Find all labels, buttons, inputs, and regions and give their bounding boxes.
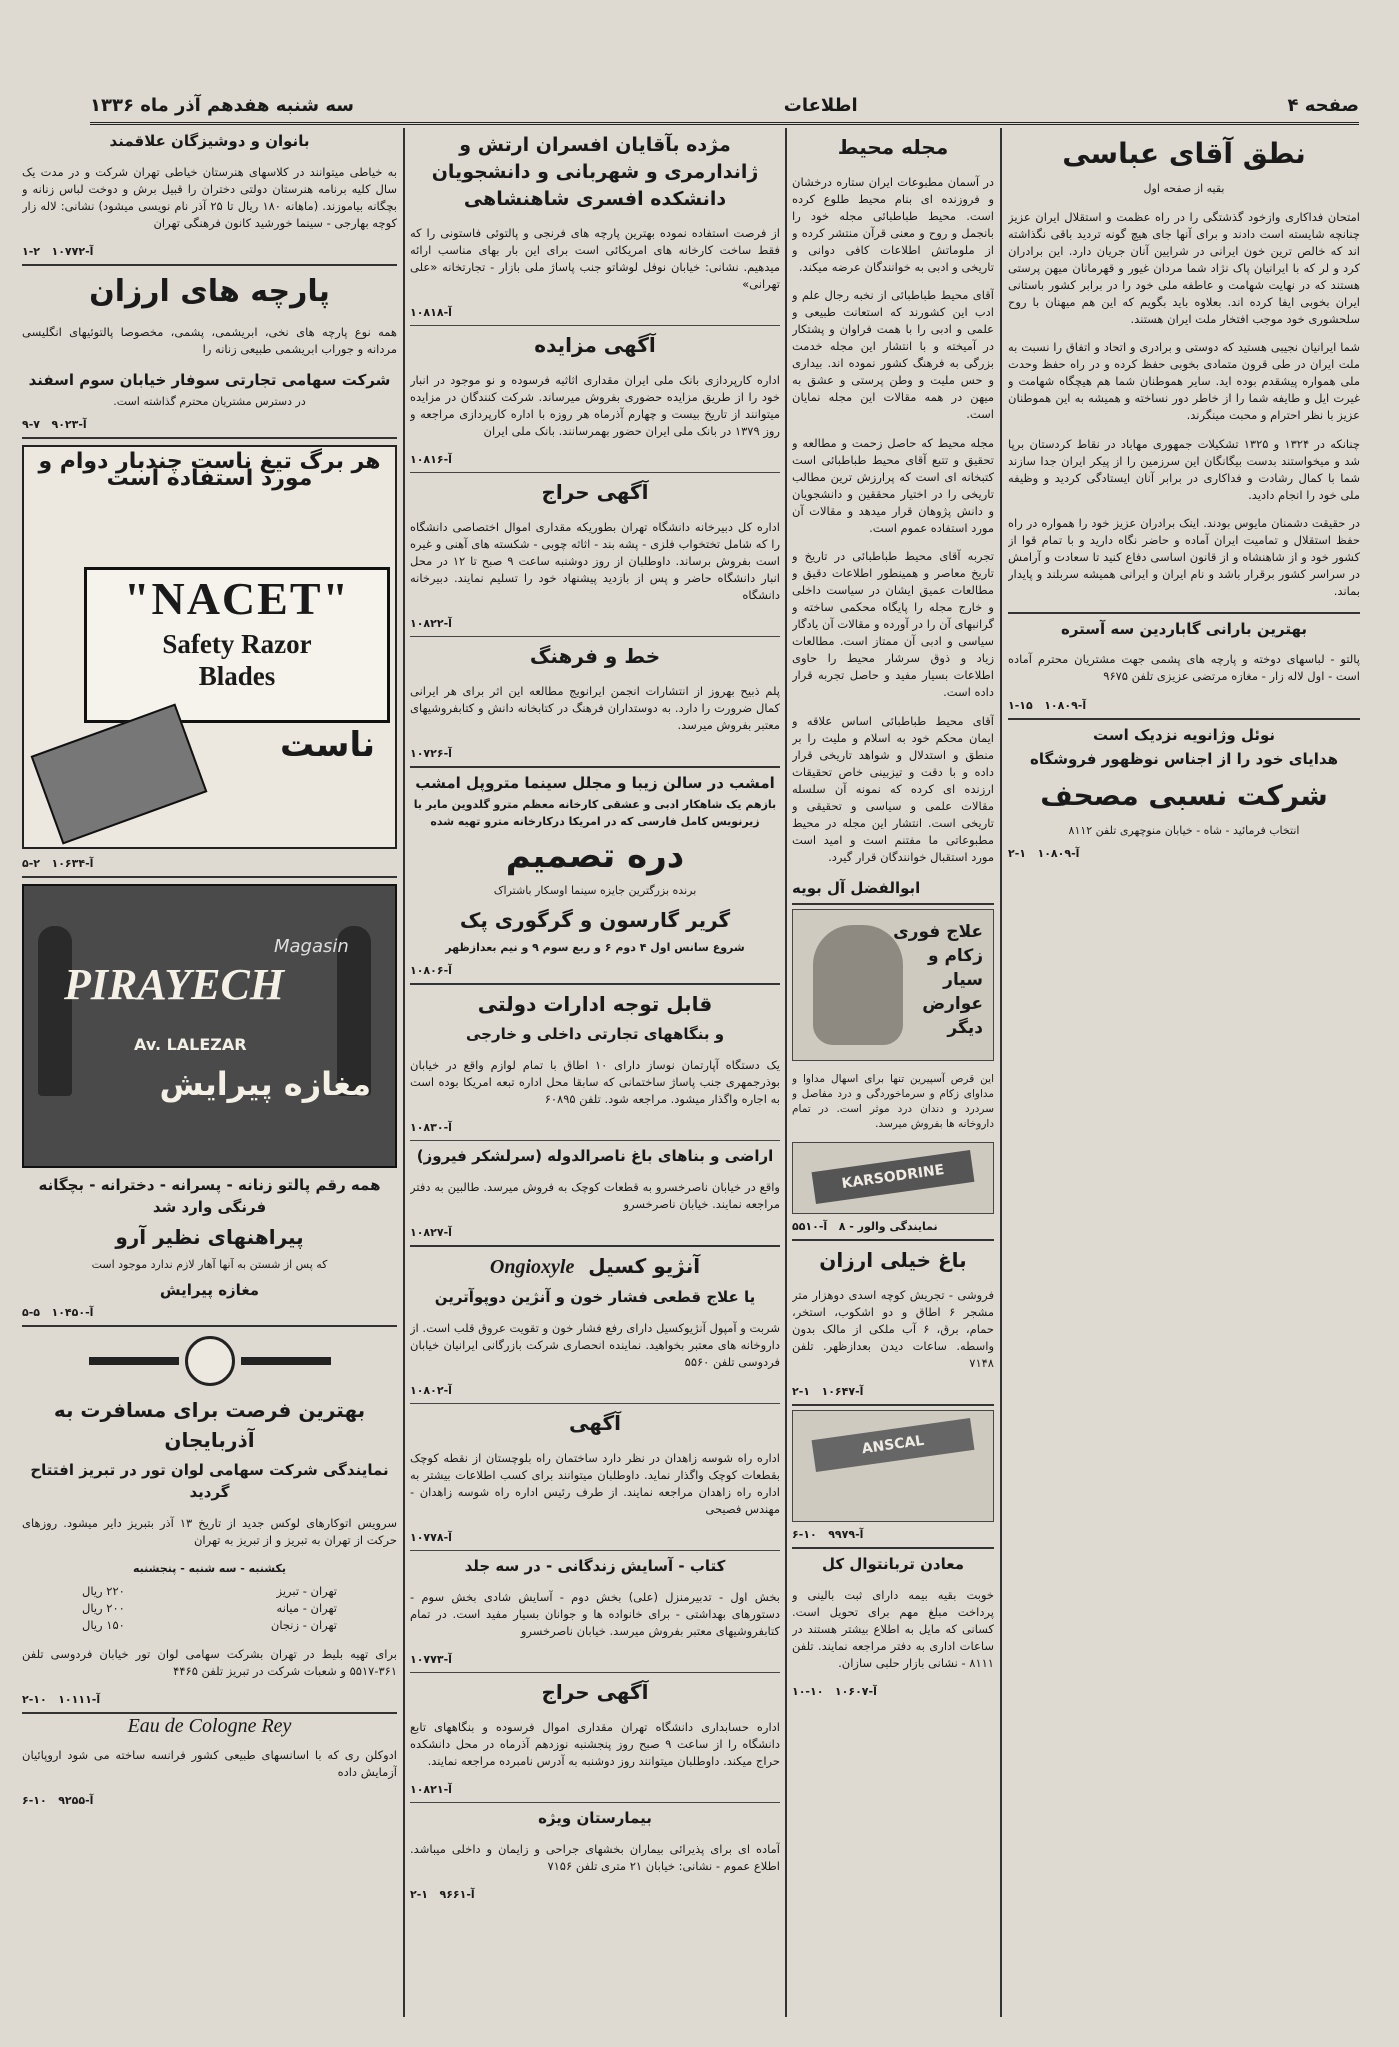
ad-line: پیراهنهای نظیر آرو	[115, 1225, 304, 1249]
article-paragraph: آقای محیط طباطبائی اساس علاقه و ایمان محکم خود به اسلام و ملیت را بر منطق و استدلال و شواهد تاریخی قرار داده و با دقت و تیزبینی خاص تحقیقات ارزنده ای کرده که نمونه آن سلسله مقالات علمی و سیاسی و تحقیقی و تاریخی است. انتشار این مجله در محیط مطبوعاتی ما مفتنم است و امید است مورد استقبال خوانندگان قرار گیرد.	[792, 713, 994, 864]
ad-headline: هر برگ تیغ ناست چندبار دوام و مورد استفاده است	[38, 449, 381, 491]
ad-code: آ-۱۰۸۱۶	[410, 453, 452, 466]
article-title: مجله محیط	[837, 135, 949, 159]
ad-code: ۱-۲ آ-۱۰۷۷۲	[22, 245, 94, 258]
column-speech	[1008, 128, 1360, 2018]
column-rule	[1000, 128, 1002, 2017]
ad-body: اداره کل دبیرخانه دانشگاه تهران بطوریکه مقداری اموال اختصاصی دانشگاه را که شامل تختخواب فلزی - پشه بند - اثاثه چوبی - شکسته های آهنی و غیره است بفروش برساند. داوطلبان از روز دوشنبه ساعت ۹ صبح تا ۱۲ در محل انبار دانشگاه حاضر و پس از بازدید پیشنهاد خود را تسلیم نمایند. دبیرخانه دانشگاه	[410, 519, 780, 602]
pirayech-store-ad: Magasin PIRAYECH Av. LALEZAR مغازه پیرایش	[22, 884, 397, 1168]
ad-body: شربت و آمپول آنژیوکسیل دارای رفع فشار خون و تقویت عروق قلب است. از داروخانه های معتبر بخواهید. نماینده انحصاری شرکت بازرگانی ایرانیان خیابان فردوسی تلفن ۵۵۶۰	[410, 1320, 780, 1369]
film-times: شروع سانس اول ۴ دوم ۶ و ربع سوم ۹ و نیم بعدازظهر	[445, 941, 745, 954]
ad-code: آ-۱۰۸۳۰	[410, 1121, 452, 1134]
ad-body: ادوکلن ری که با اسانسهای طبیعی کشور فرانسه ساخته می شود اروپائیان آزمایش داده	[22, 1747, 397, 1779]
nacet-logo: "NACET" Safety Razor Blades	[84, 567, 390, 723]
article-paragraph: مجله محیط که حاصل زحمت و مطالعه و تحقیق و تتبع آقای محیط طباطبائی است کتبخانه ای است که پرارزش ترین مطالب تاریخی را در اختیار محققین و دانشجویان و دانش پژوهان قرار میدهد و مقالات آن مورد استفاده عموم است.	[792, 435, 994, 535]
ad-title: بیمارستان ویژه	[538, 1809, 652, 1827]
ad-title: آگهی	[569, 1411, 621, 1435]
article-paragraph: در آسمان مطبوعات ایران ستاره درخشان و فروزنده ای بنام محیط طلوع کرده است. محیط طباطبائی مجله خود را بانجمل و روح و معنی قرآن منتشر کرده و از ملوماتش اطلاعات کافی دوانی و تاریخی و ادبی به خوانندگان عرضه میکند.	[792, 174, 994, 274]
article-paragraph: در حقیقت دشمنان مایوس بودند. اینک برادران عزیز خود را همواره در راه حفظ استقلال و تمامیت ایران آماده و حاضر نگاه دارید و با تمام قوا از کشور خود و از شاهنشاه و از قانون اساسی دفاع کنید تا سعادت و آرامش در سراسر کشور برقرار باشد و نام ایران و ایرانی همیشه سربلند و پایدار بماند.	[1008, 516, 1360, 598]
article-title: نطق آقای عباسی	[1062, 137, 1306, 170]
ad-title: بهترین بارانی گاباردین سه آستره	[1061, 619, 1307, 638]
cinema-headline: امشب در سالن زیبا و مجلل سینما متروپل امشب	[415, 774, 775, 792]
article-signature: ابوالفضل آل بویه	[792, 879, 921, 897]
store-street: Av. LALEZAR	[134, 1035, 247, 1054]
ad-code: ۹-۷ آ-۹۰۲۳	[22, 418, 87, 431]
ad-code: ۱-۱۵ آ-۱۰۸۰۹	[1008, 698, 1087, 712]
film-title: دره تصمیم	[505, 836, 685, 876]
ad-title: خط و فرهنگ	[529, 644, 661, 668]
ad-body: سرویس اتوکارهای لوکس جدید از تاریخ ۱۳ آذر بتبریز دایر میشود. روزهای حرکت از تهران به تبریز و از تبریز به تهران	[22, 1515, 397, 1547]
ad-body: به خیاطی میتوانند در کلاسهای هنرستان خیاطی تهران شرکت و در مدت یک سال کلیه برنامه هنرستان دولتی دختران را قبیل برش و دوخت لباس زنانه و بچگانه بیاموزند. (ماهانه ۱۸۰ ریال تا ۲۵ آذر نام نویسی میشود) نشانی: لاله زار کوچه بهارجی - سینما خورشید کانون فرهنگی تهران	[22, 164, 397, 230]
issue-date: سه شنبه هفدهم آذر ماه ۱۳۳۶	[90, 94, 354, 116]
brand-script: ناست	[280, 725, 375, 765]
ad-title: باغ خیلی ارزان	[819, 1248, 967, 1272]
ad-code: ۶-۱۰ آ-۹۹۷۹	[792, 1528, 864, 1541]
article-paragraph: آقای محیط طباطبائی از نخبه رجال علم و ادب این کشورند که استعانت طبیعی و علمی و ادبی را با همت فراوان و پشتکار در آمیخته و با انتشار این مجله خدمت بزرگی به فرهنگ کشور نموده اند. بیداری و حس ملیت و وطن پرستی و عشق به میهن در همه مقالات این مجله نمایان است.	[792, 288, 994, 421]
page-number: صفحه ۴	[1287, 94, 1359, 116]
fare-row	[22, 1617, 397, 1634]
fare-price: ۲۲۰ ریال	[82, 1584, 125, 1598]
ad-code: ۲-۱ آ-۱۰۸۰۹	[1008, 846, 1080, 860]
fare-route: تهران - تبریز	[276, 1584, 337, 1598]
nacet-razor-ad	[22, 445, 397, 849]
ad-line: انتخاب فرمائید - شاه - خیابان منوچهری تلفن ۸۱۱۲	[1068, 823, 1300, 837]
article-paragraph: چنانکه در ۱۳۲۴ و ۱۳۲۵ تشکیلات جمهوری مهاباد در نقاط کردستان برپا شد و میخواستند بدست بیگانگان این سرزمین را از پیکر ایران جدا سازند شما با کمال رشادت و فداکاری در برابر آنان ایستادگی کردید و وظیفه ملی خود را انجام دادید.	[1008, 436, 1360, 502]
ad-code: آ-۱۰۷۷۳	[410, 1653, 452, 1666]
ad-title: آگهی حراج	[541, 1680, 649, 1704]
karsodrine-tube-image: KARSODRINE	[792, 1142, 994, 1214]
ad-body: خوبت بقیه بیمه دارای ثبت بالینی و پرداخت مبلغ مهم برای تحویل است. کسانی که مایل به اطلاع بیشتر هستند در ساعات اداری به دفتر مراجعه نمایند. تلفن ۸۱۱۱ - نشانی بازار حلبی سازان.	[792, 1587, 994, 1670]
film-actors: گریر گارسون و گرگوری پک	[459, 908, 731, 932]
fare-table	[22, 1583, 397, 1634]
ad-line: که پس از شستن به آنها آهار لازم ندارد موجود است	[91, 1258, 328, 1271]
fare-price: ۱۵۰ ریال	[82, 1618, 125, 1632]
ad-code: آ-۱۰۸۲۲	[410, 617, 452, 630]
mannequin-icon	[38, 926, 72, 1096]
airline-emblem-icon	[22, 1331, 397, 1391]
ad-code: ۲-۱ آ-۹۶۶۱	[410, 1888, 475, 1901]
ad-title: آگهی حراج	[541, 480, 649, 504]
ad-subtitle: نمایندگی شرکت سهامی لوان تور در تبریز افتتاح گردید	[30, 1461, 389, 1501]
ad-code: ۶-۱۰ آ-۹۲۵۵	[22, 1794, 94, 1807]
fare-price: ۲۰۰ ریال	[82, 1601, 125, 1615]
ad-code: آ-۱۰۸۲۷	[410, 1226, 452, 1239]
ad-code: ۵-۲ آ-۱۰۶۳۴	[22, 857, 94, 870]
ad-code: ۱۰-۱۰ آ-۱۰۶۰۷	[792, 1685, 877, 1698]
ad-body: پالتو - لباسهای دوخته و پارچه های پشمی جهت مشتریان محترم آماده است - اول لاله زار - مغازه مرتضی عزیزی تلفن ۹۶۷۵	[1008, 652, 1360, 683]
ad-title: کتاب - آسایش زندگانی - در سه جلد	[464, 1557, 726, 1575]
article-paragraph: تجربه آقای محیط طباطبائی در تاریخ و تاریخ معاصر و همینطور اطلاعات دقیق و مطالعات عمیق ایشان در سیاست داخلی و خارج مجله را پایگاه محکمی ساخته و گرانبهای آن را در آورده و مقالات آن یادگار سیاسی و ادبی آن ممتاز است. مطالعات زیاد و ذوق سرشار محیط را حاوی اطلاعات بسیار مفید و حاصل تجربه قرار داده است.	[792, 549, 994, 699]
column-magazine	[792, 128, 994, 2018]
ad-body: این قرص آسپیرین تنها برای اسهال مداوا و مداوای زکام و سرماخوردگی و درد مفاصل و سردرد و دندان درد موثر است. در تمام داروخانه ها بفروش میرسد.	[792, 1072, 994, 1130]
ad-line: مغازه پیرایش	[159, 1281, 260, 1299]
aspirin-ad-illustration	[792, 909, 994, 1061]
ad-title: شرکت نسبی مصحف	[1040, 778, 1328, 812]
ad-body: بخش اول - تدبیرمنزل (علی) بخش دوم - آسایش شادی بخش سوم - دستورهای بهداشتی - برای خانواده ها و جوانان بسیار مفید است. در تمام کتابفروشیهای معتبر بفروش میرسد. خیابان ناصرخسرو	[410, 1589, 780, 1638]
store-name: PIRAYECH	[64, 960, 285, 1009]
ad-title: بهترین فرصت برای مسافرت به آذربایجان	[53, 1398, 366, 1452]
ad-code: نمایندگی والور - ۸ آ-۵۵۱۰	[792, 1220, 938, 1233]
ad-body: واقع در خیابان ناصرخسرو به قطعات کوچک به فروش میرسد. طالبین به دفتر مراجعه نمایند. خیابان ناصرخسرو	[410, 1179, 780, 1211]
razor-blade-icon	[31, 703, 208, 844]
fare-row	[22, 1600, 397, 1617]
column-rule	[785, 128, 787, 2017]
ad-code: آ-۱۰۷۷۸	[410, 1531, 452, 1544]
ad-line: همه رقم پالتو زنانه - پسرانه - دخترانه - بچگانه فرنگی وارد شد	[38, 1176, 381, 1216]
masthead	[90, 88, 1359, 125]
ad-code: ۲-۱۰ آ-۱۰۱۱۱	[22, 1693, 101, 1706]
article-paragraph: امتحان فداکاری وازخود گذشتگی را در راه عظمت و استقلال ایران عزیز چنانچه شایسته است دادند و برای آنها جای هیچ گونه تردید باقی نگذاشته اند که خالص ترین خون ایرانی در شرایین آنان جریان دارد. این برادران کرد و لر که با ایرانیان پاک نژاد شما مردان غیور و قهرمانان میهن پرستی هستند که در نهایت شهامت و عاطفه ملی خود را در برابر کشور باستانی ایران بخوبی ایفا کرده اند. بعلاوه باید بگویم که این هم میهنان با روح سلحشوری خود موجب افتخار ملت ایران هستند.	[1008, 209, 1360, 326]
ad-body: اداره حسابداری دانشگاه تهران مقداری اموال فرسوده و بنگاههای تابع دانشگاه را از ساعت ۹ صبح روز پنجشنبه نوزدهم آذرماه در محل دانشکده حراج میکند. داوطلبان میتوانند روز دوشنبه به آدرس نامبرده مراجعه نمایند.	[410, 1719, 780, 1768]
ad-title: علاج فوری زکام و سیار عوارض دیگر	[893, 922, 983, 1038]
ad-title: قابل توجه ادارات دولتی	[477, 992, 713, 1016]
paper-name: اطلاعات	[783, 94, 858, 116]
film-award: برنده بزرگترین جایزه سینما اوسکار باشتراک	[493, 884, 697, 897]
ad-body: فروشی - تجریش کوچه اسدی دوهزار متر مشجر ۶ اطاق و دو اشکوب، استخر، حمام، برق، ۶ آب ملکی از مالک بدون واسطه. ساعات دیدن بعدازظهر. تلفن ۷۱۴۸	[792, 1287, 994, 1370]
ad-title: معادن تربانتوال کل	[822, 1555, 964, 1573]
ad-body: پلم ذبیح بهروز از انتشارات انجمن ایرانویج مطالعه این اثر برای هر ایرانی کمال ضرورت را دارد. به دوستداران فرهنگ در کتابخانه دانش و کتابفروشیهای معتبر بفروش میرسد.	[410, 683, 780, 732]
fare-route: تهران - زنجان	[270, 1618, 337, 1632]
ad-title: بانوان و دوشیزگان علاقمند	[109, 132, 310, 150]
ad-body: یک دستگاه آپارتمان نوساز دارای ۱۰ اطاق با تمام لوازم واقع در خیابان بوذرجمهری جنب پاساژ ساختمانی که سابقا محل اداره تبعه امریکا بوده است به اجاره واگذار میشود. مراجعه شود. تلفن ۶۰۸۹۵	[410, 1057, 780, 1106]
column-rule	[403, 128, 405, 2017]
ad-line: هدایای خود را از اجناس نوظهور فروشگاه	[1030, 749, 1338, 768]
ad-code: آ-۱۰۸۲۱	[410, 1783, 452, 1796]
ad-title: آنژیو کسیل Ongioxyle	[489, 1254, 701, 1278]
ad-code: آ-۱۰۸۱۸	[410, 306, 452, 319]
ad-title: پارچه های ارزان	[89, 274, 330, 309]
ad-title: Eau de Cologne Rey	[127, 1715, 292, 1737]
ad-days: یکشنبه - سه شنبه - پنجشنبه	[132, 1562, 286, 1575]
ad-title: مژده بآقایان افسران ارتش و ژاندارمری و شهربانی و دانشجویان دانشکده افسری شاهنشاهی	[431, 134, 759, 210]
ad-subtitle: و بنگاههای تجارتی داخلی و خارجی	[465, 1025, 725, 1043]
column-classifieds	[410, 128, 780, 2018]
column-ads	[22, 128, 397, 2018]
fare-row	[22, 1583, 397, 1600]
ad-body: اداره راه شوسه زاهدان در نظر دارد ساختمان راه بلوچستان از نقطه کوچک بقطعات کوچک واگذار نماید. داوطلبان میتوانند برای کسب اطلاعات بیشتر به اداره راه زاهدان مراجعه نمایند. از طرف رئیس اداره راه شوسه زاهدان - مهندس فصیحی	[410, 1450, 780, 1516]
ad-code: آ-۱۰۷۲۶	[410, 747, 452, 760]
continued-note: بقیه از صفحه اول	[1143, 182, 1225, 195]
cinema-subhead: بازهم یک شاهکار ادبی و عشقی کارخانه معظم مترو گلدوین مایر با زیرنویس کامل فارسی که در امریکا درکارخانه مترو تهیه شده	[413, 798, 777, 828]
face-illustration-icon	[813, 925, 903, 1045]
ad-title: آگهی مزایده	[534, 333, 656, 357]
anscal-ad-image: ANSCAL	[792, 1410, 994, 1522]
ad-body: از فرصت استفاده نموده بهترین پارچه های فرنجی و پالتوئی فاستونی را که فقط ساخت کارخانه های امریکائی است برای این بار بهای مناسب ارائه میدهیم. نشانی: خیابان نوفل لوشاتو جنب پاساژ ملی بازار - تجارتخانه «علی تهرانی»	[410, 225, 780, 291]
article-paragraph: شما ایرانیان نجیبی هستید که دوستی و برادری و اتحاد و اتفاق را نسبت به ملت ایران در طی قرون متمادی بخوبی حفظ کرده و در راه حفظ وحدت ملی همواره پیشقدم بوده اید. سایر هموطنان شما هم هیچگاه شهامت و غیرت ایل و طایفه شما را از خاطر دور نساخته و همیشه به این هموطنان عزیز با نظر احترام و محبت مینگرند.	[1008, 340, 1360, 422]
ad-body: اداره کارپردازی بانک ملی ایران مقداری اثاثیه فرسوده و نو موجود در انبار خود را از طریق مزایده حضوری بفروش میرساند. شرکت کنندگان در مزایده میتوانند از تاریخ بیست و چهارم آذرماه هر روزه با اداره کارپردازی مراجعه و روز ۱۳۷۹ در بانک ملی ایران حضور بهمرسانند. بانک ملی ایران	[410, 372, 780, 438]
ad-footer: برای تهیه بلیط در تهران بشرکت سهامی لوان تور خیابان فردوسی تلفن ۳۶۱-۵۵۱۷ و شعبات شرکت در تبریز تلفن ۴۴۶۵	[22, 1646, 397, 1678]
store-name-fa: مغازه پیرایش	[159, 1065, 371, 1103]
ad-code: ۵-۵ آ-۱۰۴۵۰	[22, 1306, 94, 1319]
ad-title: اراضی و بناهای باغ ناصرالدوله (سرلشکر فیروز)	[416, 1147, 774, 1165]
ad-line: نوئل وژانویه نزدیک است	[1092, 725, 1275, 744]
ad-body: آماده ای برای پذیرائی بیماران بخشهای جراحی و زایمان و داخلی میباشد. اطلاع عموم - نشانی: خیابان ۲۱ متری تلفن ۷۱۵۶	[410, 1841, 780, 1873]
ad-subtitle: یا علاج قطعی فشار خون و آنژین دوپوآترین	[434, 1288, 756, 1306]
fare-route: تهران - میانه	[276, 1601, 337, 1615]
ad-body: همه نوع پارچه های نخی، ابریشمی، پشمی، مخصوصا پالتوئیهای انگلیسی مردانه و جوراب ابریشمی طبیعی زنانه را	[22, 324, 397, 356]
ad-note: در دسترس مشتریان محترم گذاشته است.	[113, 395, 306, 408]
shop-name: شرکت سهامی تجارتی سوفار خیابان سوم اسفند	[28, 371, 391, 389]
ad-code: آ-۱۰۸۰۲	[410, 1384, 452, 1397]
ad-code: آ-۱۰۸۰۶	[410, 964, 452, 977]
ad-code: ۲-۱ آ-۱۰۶۴۷	[792, 1385, 864, 1398]
